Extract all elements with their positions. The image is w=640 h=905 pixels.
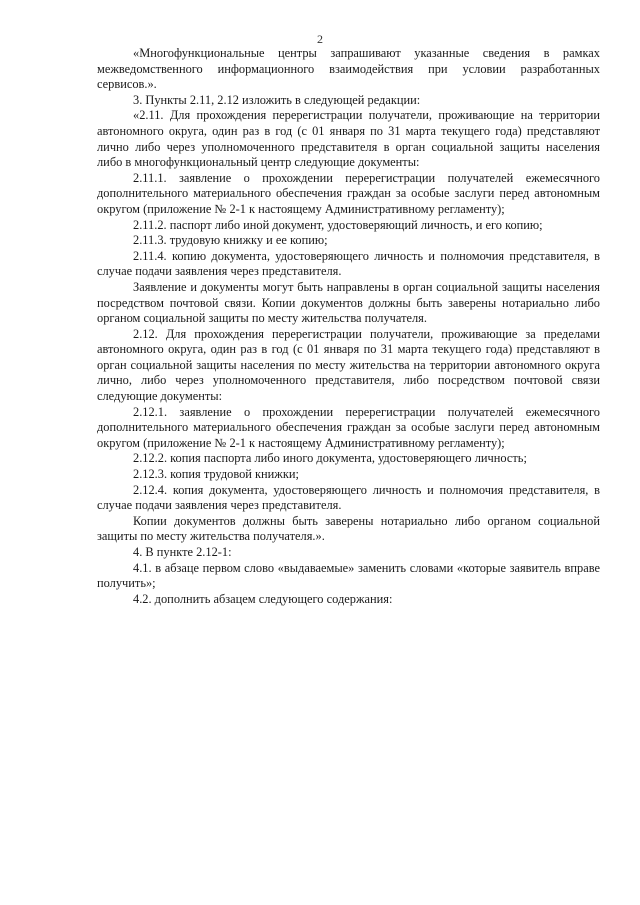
paragraph: Копии документов должны быть заверены нотариально либо органом социальной защиты по месту жительства получателя.». (97, 513, 600, 544)
page-number: 2 (317, 32, 323, 46)
paragraph: 2.12.2. копия паспорта либо иного документа, удостоверяющего личность; (133, 451, 527, 466)
paragraph: 2.11.4. копию документа, удостоверяющего личность и полномочия представителя, в случае подачи заявления через представителя. (97, 248, 600, 279)
paragraph: 2.12. Для прохождения перерегистрации получатели, проживающие за пределами автономного округа, один раз в год (с 01 января по 31 марта текущего года) представляют в орган социальной защиты населения по месту жительства на территории автономного округа лично, либо через уполномоченного представителя, либо посредством почтовой связи следующие документы: (97, 326, 600, 404)
paragraph: 4.2. дополнить абзацем следующего содержания: (133, 591, 393, 606)
paragraph: 2.11.1. заявление о прохождении перерегистрации получателей ежемесячного дополнительного материального обеспечения граждан за особые заслуги перед автономным округом (приложение № 2-1 к настоящему Административному регламенту); (97, 170, 600, 216)
paragraph: 3. Пункты 2.11, 2.12 изложить в следующей редакции: (133, 92, 421, 107)
paragraph: «2.11. Для прохождения перерегистрации получатели, проживающие на территории автономного округа, один раз в год (с 01 января по 31 марта текущего года) представляют лично либо через уполномоченного представителя в орган социальной защиты населения либо в многофункциональный центр следующие документы: (97, 108, 600, 170)
paragraph: 4.1. в абзаце первом слово «выдаваемые» заменить словами «которые заявитель вправе получить»; (97, 560, 600, 591)
document-body (97, 46, 600, 607)
paragraph: 2.11.3. трудовую книжку и ее копию; (133, 233, 328, 248)
paragraph: 2.12.4. копия документа, удостоверяющего личность и полномочия представителя, в случае подачи заявления через представителя. (97, 482, 600, 513)
paragraph: «Многофункциональные центры запрашивают указанные сведения в рамках межведомственного информационного взаимодействия при условии разработанных сервисов.». (97, 46, 600, 92)
paragraph: Заявление и документы могут быть направлены в орган социальной защиты населения посредством почтовой связи. Копии документов должны быть заверены нотариально либо органом социальной защиты по месту жительства получателя. (97, 279, 600, 326)
paragraph: 2.12.3. копия трудовой книжки; (133, 467, 299, 482)
paragraph: 2.11.2. паспорт либо иной документ, удостоверяющий личность, и его копию; (133, 217, 543, 232)
paragraph: 4. В пункте 2.12-1: (133, 545, 232, 559)
paragraph: 2.12.1. заявление о прохождении перерегистрации получателей ежемесячного дополнительного материального обеспечения граждан за особые заслуги перед автономным округом (приложение № 2-1 к настоящему Административному регламенту); (97, 404, 600, 450)
